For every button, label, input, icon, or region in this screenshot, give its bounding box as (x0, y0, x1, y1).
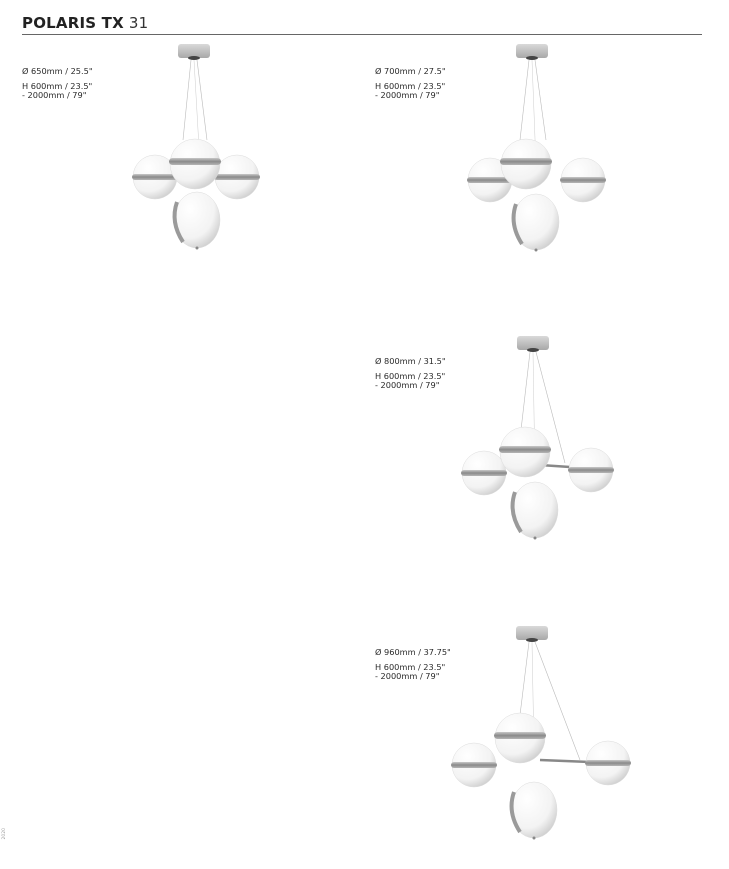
variant-1-height: H 600mm / 23.5" (22, 80, 93, 91)
product-name: POLARIS TX (22, 14, 124, 32)
product-number: 31 (128, 14, 149, 32)
variant-1-diameter: Ø 650mm / 25.5" (22, 66, 93, 76)
variant-2-spec (375, 67, 446, 101)
variant-2-height: H 600mm / 23.5" (375, 80, 446, 91)
variant-3-spec (375, 357, 446, 391)
variant-4-height-range: - 2000mm / 79" (375, 671, 440, 681)
variant-4-height: H 600mm / 23.5" (375, 661, 446, 672)
side-mark: 2020 (2, 828, 7, 840)
variant-3-height-range: - 2000mm / 79" (375, 380, 440, 390)
variant-3-diameter: Ø 800mm / 31.5" (375, 356, 446, 366)
variant-3-pendant-image (455, 330, 630, 550)
variant-1-height-range: - 2000mm / 79" (22, 90, 87, 100)
variant-4-diameter: Ø 960mm / 37.75" (375, 647, 451, 657)
variant-1-pendant-image (125, 40, 275, 260)
page-header (22, 11, 702, 37)
header-rule (22, 34, 702, 35)
variant-4-pendant-image (440, 620, 640, 855)
variant-3-height: H 600mm / 23.5" (375, 370, 446, 381)
page-title (22, 14, 148, 32)
variant-2-pendant-image (460, 40, 620, 260)
variant-1-spec (22, 67, 93, 101)
variant-2-height-range: - 2000mm / 79" (375, 90, 440, 100)
variant-2-diameter: Ø 700mm / 27.5" (375, 66, 446, 76)
